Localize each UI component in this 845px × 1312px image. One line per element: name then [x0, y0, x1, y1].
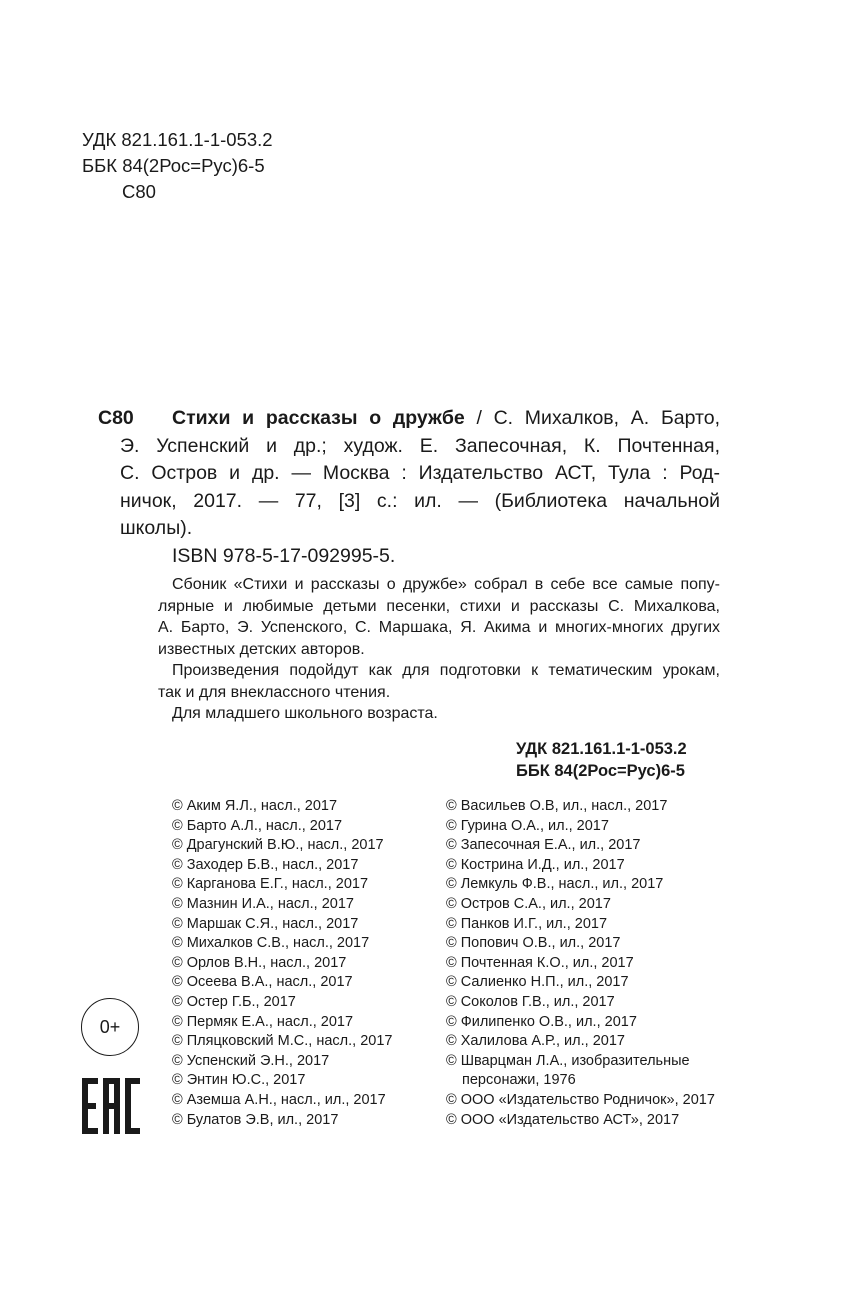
entry-line-2: Э. Успенский и др.; худож. Е. Запесочная, К. Почтенная, — [120, 434, 720, 457]
copyright-item: © Пляцковский М.С., насл., 2017 — [172, 1033, 393, 1050]
entry-code: С80 — [98, 407, 134, 429]
copyright-item: © Мазнин И.А., насл., 2017 — [172, 895, 354, 912]
annotation-line: известных детских авторов. — [158, 640, 365, 658]
copyright-item: © Соколов Г.В., ил., 2017 — [446, 993, 615, 1010]
entry-line-1 — [172, 405, 720, 433]
copyright-item: © Пермяк Е.А., насл., 2017 — [172, 1013, 354, 1030]
copyright-item: © Карганова Е.Г., насл., 2017 — [172, 876, 369, 893]
copyright-item: © Остров С.А., ил., 2017 — [446, 895, 611, 912]
copyright-item: © Драгунский В.Ю., насл., 2017 — [172, 837, 384, 854]
copyright-item: © ООО «Издательство Родничок», 2017 — [446, 1091, 715, 1108]
copyright-item: © Энтин Ю.С., 2017 — [172, 1072, 306, 1089]
copyright-item: © Васильев О.В, ил., насл., 2017 — [446, 798, 668, 814]
copyright-item: © Михалков С.В., насл., 2017 — [172, 935, 370, 952]
copyright-item: © Кострина И.Д., ил., 2017 — [446, 856, 625, 873]
copyright-item: © Орлов В.Н., насл., 2017 — [172, 954, 347, 971]
copyright-item: © Маршак С.Я., насл., 2017 — [172, 915, 359, 932]
udk-code: УДК 821.161.1-1-053.2 — [82, 129, 273, 150]
copyright-list-left — [172, 797, 392, 1130]
copyright-list-right — [446, 797, 715, 1130]
copyright-item: © Халилова А.Р., ил., 2017 — [446, 1033, 625, 1050]
copyright-item: © Панков И.Г., ил., 2017 — [446, 915, 608, 932]
copyright-item: © ООО «Издательство АСТ», 2017 — [446, 1111, 680, 1128]
book-title: Стихи и рассказы о дружбе — [172, 407, 465, 429]
bbk-code: ББК 84(2Рос=Рус)6-5 — [82, 155, 265, 176]
copyright-item: © Булатов Э.В, ил., 2017 — [172, 1111, 339, 1128]
copyright-item: © Заходер Б.В., насл., 2017 — [172, 856, 359, 873]
copyright-item: © Гурина О.А., ил., 2017 — [446, 817, 609, 834]
copyright-item: © Запесочная Е.А., ил., 2017 — [446, 837, 641, 854]
copyright-item: © Успенский Э.Н., 2017 — [172, 1052, 330, 1069]
age-rating-text: 0+ — [99, 1016, 121, 1037]
udk-code-bold: УДК 821.161.1-1-053.2 — [516, 740, 687, 758]
copyright-item: © Аким Я.Л., насл., 2017 — [172, 798, 338, 814]
copyright-item: © Попович О.В., ил., 2017 — [446, 935, 621, 952]
header-codes — [82, 127, 273, 205]
copyright-item: © Почтенная К.О., ил., 2017 — [446, 954, 634, 971]
copyright-item: © Филипенко О.В., ил., 2017 — [446, 1013, 637, 1030]
annotation-line: Для младшего школьного возраста. — [172, 705, 438, 722]
copyright-item: © Аземша А.Н., насл., ил., 2017 — [172, 1091, 386, 1108]
copyright-item: © Шварцман Л.А., изобразительные — [446, 1052, 690, 1069]
eac-icon — [82, 1078, 140, 1134]
annotation-line: А. Барто, Э. Успенского, С. Маршака, Я. Акима и многих-многих других — [158, 619, 720, 636]
entry-line-3: С. Остров и др. — Москва : Издательство АСТ, Тула : Род- — [120, 462, 720, 484]
annotation-line: лярные и любимые детьми песенки, стихи и рассказы С. Михалкова, — [158, 597, 720, 615]
copyright-item: © Салиенко Н.П., ил., 2017 — [446, 974, 629, 991]
entry-body — [120, 405, 720, 543]
copyright-item: © Лемкуль Ф.В., насл., ил., 2017 — [446, 876, 664, 893]
annotation-line: так и для внеклассного чтения. — [158, 683, 391, 701]
isbn: ISBN 978-5-17-092995-5. — [172, 545, 396, 567]
copyright-item: © Осеева В.А., насл., 2017 — [172, 974, 353, 991]
copyright-item: © Барто А.Л., насл., 2017 — [172, 817, 343, 834]
annotation — [158, 574, 720, 725]
age-rating-badge — [81, 998, 139, 1056]
entry-authors: / С. Михалков, А. Барто, — [464, 407, 720, 429]
copyright-item: © Остер Г.Б., 2017 — [172, 993, 296, 1010]
author-mark: С80 — [122, 181, 156, 202]
copyright-item-continuation: персонажи, 1976 — [462, 1072, 576, 1089]
bbk-code-bold: ББК 84(2Рос=Рус)6-5 — [516, 762, 685, 780]
entry-line-4: ничок, 2017. — 77, [3] с.: ил. — (Библиотека начальной — [120, 489, 720, 512]
entry-line-5: школы). — [120, 517, 193, 539]
annotation-line: Сбоник «Стихи и рассказы о дружбе» собрал в себе все самые попу- — [172, 576, 720, 593]
annotation-line: Произведения подойдут как для подготовки к тематическим урокам, — [172, 662, 720, 679]
classification-codes — [516, 738, 687, 782]
